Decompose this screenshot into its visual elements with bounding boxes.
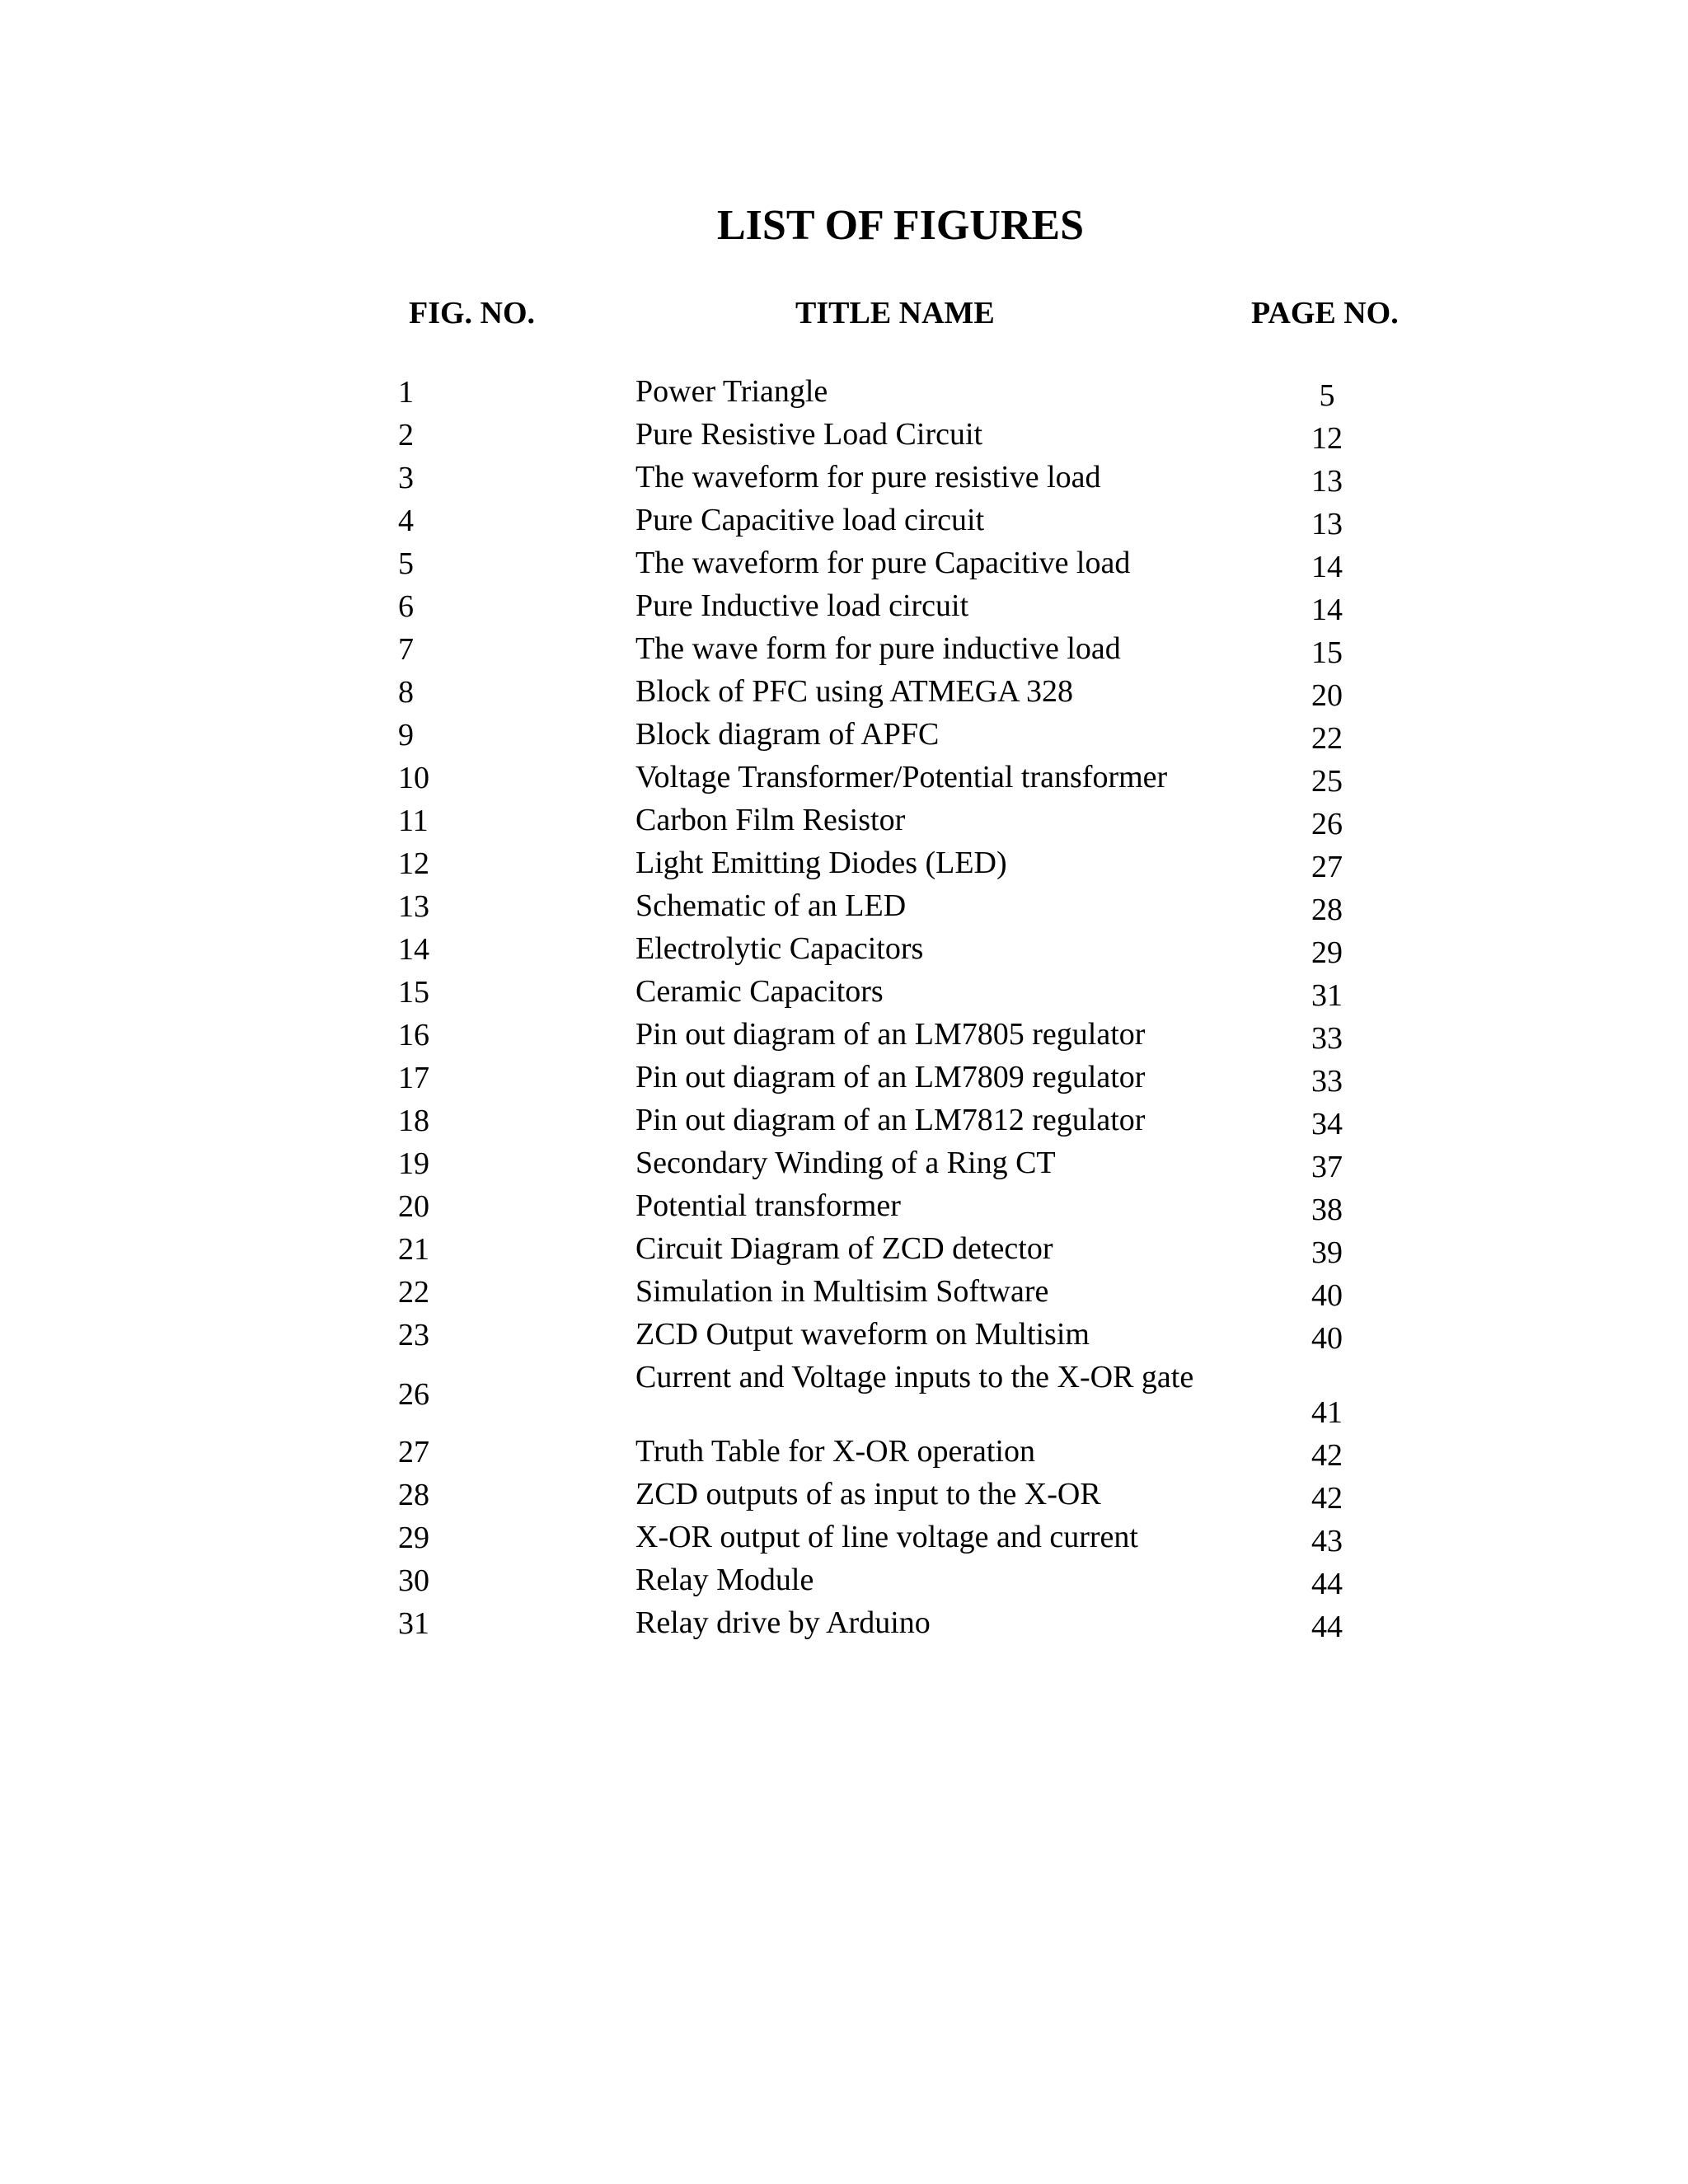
figure-row	[0, 1474, 1688, 1516]
figure-number: 9	[398, 718, 414, 752]
figure-row	[0, 671, 1688, 714]
figure-title: Ceramic Capacitors	[635, 974, 884, 1009]
figure-number: 6	[398, 589, 414, 624]
figure-row	[0, 542, 1688, 585]
figure-row	[0, 457, 1688, 499]
column-header-title-name: TITLE NAME	[795, 296, 995, 330]
figure-title: Electrolytic Capacitors	[635, 931, 924, 966]
figure-page-number: 42	[1311, 1438, 1343, 1473]
figure-number: 30	[398, 1563, 429, 1598]
figure-row	[0, 1516, 1688, 1559]
figure-title: Power Triangle	[635, 374, 828, 409]
figure-number: 2	[398, 418, 414, 452]
figure-page-number: 43	[1311, 1524, 1343, 1558]
figure-row	[0, 628, 1688, 671]
figure-number: 16	[398, 1018, 429, 1052]
column-header-page-no: PAGE NO.	[1251, 296, 1399, 330]
figure-page-number: 22	[1311, 721, 1343, 756]
figure-number: 5	[398, 546, 414, 581]
figure-row	[0, 799, 1688, 842]
figure-page-number: 5	[1319, 378, 1335, 413]
figure-row	[0, 885, 1688, 928]
figure-title: Truth Table for X-OR operation	[635, 1434, 1035, 1469]
figure-number: 4	[398, 504, 414, 538]
figure-row	[0, 928, 1688, 971]
figure-row	[0, 585, 1688, 628]
figure-page-number: 31	[1311, 978, 1343, 1013]
figure-number: 29	[398, 1521, 429, 1555]
figure-page-number: 25	[1311, 764, 1343, 799]
figure-number: 21	[398, 1232, 429, 1267]
figure-page-number: 26	[1311, 807, 1343, 841]
column-header-fig-no: FIG. NO.	[409, 296, 536, 330]
figure-title: Schematic of an LED	[635, 888, 907, 923]
figure-number: 10	[398, 761, 429, 795]
figure-number: 18	[398, 1104, 429, 1138]
figure-page-number: 27	[1311, 850, 1343, 884]
figure-page-number: 42	[1311, 1481, 1343, 1516]
figure-number: 22	[398, 1275, 429, 1310]
figure-title: ZCD outputs of as input to the X-OR	[635, 1477, 1101, 1511]
figure-number: 27	[398, 1435, 429, 1469]
figure-title: The waveform for pure Capacitive load	[635, 546, 1131, 580]
figure-page-number: 13	[1311, 507, 1343, 541]
figure-row	[0, 1602, 1688, 1645]
figure-page-number: 20	[1311, 678, 1343, 713]
figure-row	[0, 1559, 1688, 1602]
figure-number: 7	[398, 632, 414, 667]
figure-row	[0, 1271, 1688, 1314]
figure-title: X-OR output of line voltage and current	[635, 1520, 1138, 1554]
figure-number: 31	[398, 1606, 429, 1641]
figure-title: ZCD Output waveform on Multisim	[635, 1317, 1090, 1352]
figure-number: 19	[398, 1146, 429, 1181]
figure-row	[0, 1228, 1688, 1271]
page-title: LIST OF FIGURES	[716, 202, 1085, 249]
figure-number: 3	[398, 461, 414, 495]
figure-page-number: 33	[1311, 1021, 1343, 1056]
figure-page-number: 29	[1311, 935, 1343, 970]
figure-number: 23	[398, 1318, 429, 1352]
figure-list	[0, 371, 1688, 1645]
figure-title: Simulation in Multisim Software	[635, 1274, 1049, 1309]
figure-number: 1	[398, 375, 414, 410]
figure-row	[0, 371, 1688, 414]
figure-title: Pin out diagram of an LM7809 regulator	[635, 1060, 1146, 1094]
figure-number: 26	[398, 1377, 429, 1412]
figure-title: The wave form for pure inductive load	[635, 631, 1121, 666]
figure-title: Voltage Transformer/Potential transformer	[635, 760, 1168, 794]
figure-title: Relay drive by Arduino	[635, 1605, 931, 1640]
figure-title: Relay Module	[635, 1563, 814, 1597]
figure-row	[0, 1185, 1688, 1228]
figure-title: Block diagram of APFC	[635, 717, 940, 752]
figure-number: 28	[398, 1478, 429, 1512]
figure-page-number: 39	[1311, 1235, 1343, 1270]
figure-page-number: 44	[1311, 1610, 1343, 1644]
figure-page-number: 14	[1311, 593, 1343, 627]
figure-page-number: 41	[1311, 1395, 1343, 1430]
figure-page-number: 12	[1311, 421, 1343, 456]
figure-page-number: 44	[1311, 1567, 1343, 1601]
figure-title: Pin out diagram of an LM7805 regulator	[635, 1017, 1146, 1052]
figure-row	[0, 1314, 1688, 1357]
figure-title: Pure Resistive Load Circuit	[635, 417, 983, 452]
figure-title: Current and Voltage inputs to the X-OR gate	[635, 1360, 1194, 1394]
figure-number: 17	[398, 1061, 429, 1095]
figure-title: The waveform for pure resistive load	[635, 460, 1101, 494]
figure-title: Circuit Diagram of ZCD detector	[635, 1231, 1053, 1266]
figure-page-number: 40	[1311, 1321, 1343, 1356]
figure-row	[0, 1431, 1688, 1474]
figure-page-number: 37	[1311, 1150, 1343, 1184]
figure-page-number: 33	[1311, 1064, 1343, 1099]
figure-title: Light Emitting Diodes (LED)	[635, 846, 1007, 880]
figure-row	[0, 1142, 1688, 1185]
figure-row	[0, 1014, 1688, 1057]
figure-row	[0, 842, 1688, 885]
figure-row	[0, 971, 1688, 1014]
figure-page-number: 14	[1311, 550, 1343, 584]
figure-number: 11	[398, 804, 429, 838]
figure-title: Pure Inductive load circuit	[635, 588, 969, 623]
figure-row	[0, 714, 1688, 757]
figure-page-number: 15	[1311, 635, 1343, 670]
figure-row	[0, 499, 1688, 542]
figure-number: 15	[398, 975, 429, 1010]
figure-page-number: 38	[1311, 1193, 1343, 1227]
figure-title: Secondary Winding of a Ring CT	[635, 1146, 1056, 1180]
figure-title: Pure Capacitive load circuit	[635, 503, 985, 537]
figure-number: 8	[398, 675, 414, 710]
figure-page-number: 13	[1311, 464, 1343, 499]
figure-number: 12	[398, 846, 429, 881]
figure-row	[0, 1057, 1688, 1099]
figure-number: 20	[398, 1189, 429, 1224]
figure-page-number: 34	[1311, 1107, 1343, 1141]
figure-row	[0, 757, 1688, 799]
figure-number: 14	[398, 932, 429, 967]
figure-title: Potential transformer	[635, 1188, 901, 1223]
figure-page-number: 40	[1311, 1278, 1343, 1313]
figure-page-number: 28	[1311, 893, 1343, 927]
figure-title: Block of PFC using ATMEGA 328	[635, 674, 1074, 709]
figure-title: Carbon Film Resistor	[635, 803, 906, 837]
figure-title: Pin out diagram of an LM7812 regulator	[635, 1103, 1146, 1137]
figure-row	[0, 1099, 1688, 1142]
figure-row	[0, 1357, 1688, 1431]
figure-row	[0, 414, 1688, 457]
figure-number: 13	[398, 889, 429, 924]
